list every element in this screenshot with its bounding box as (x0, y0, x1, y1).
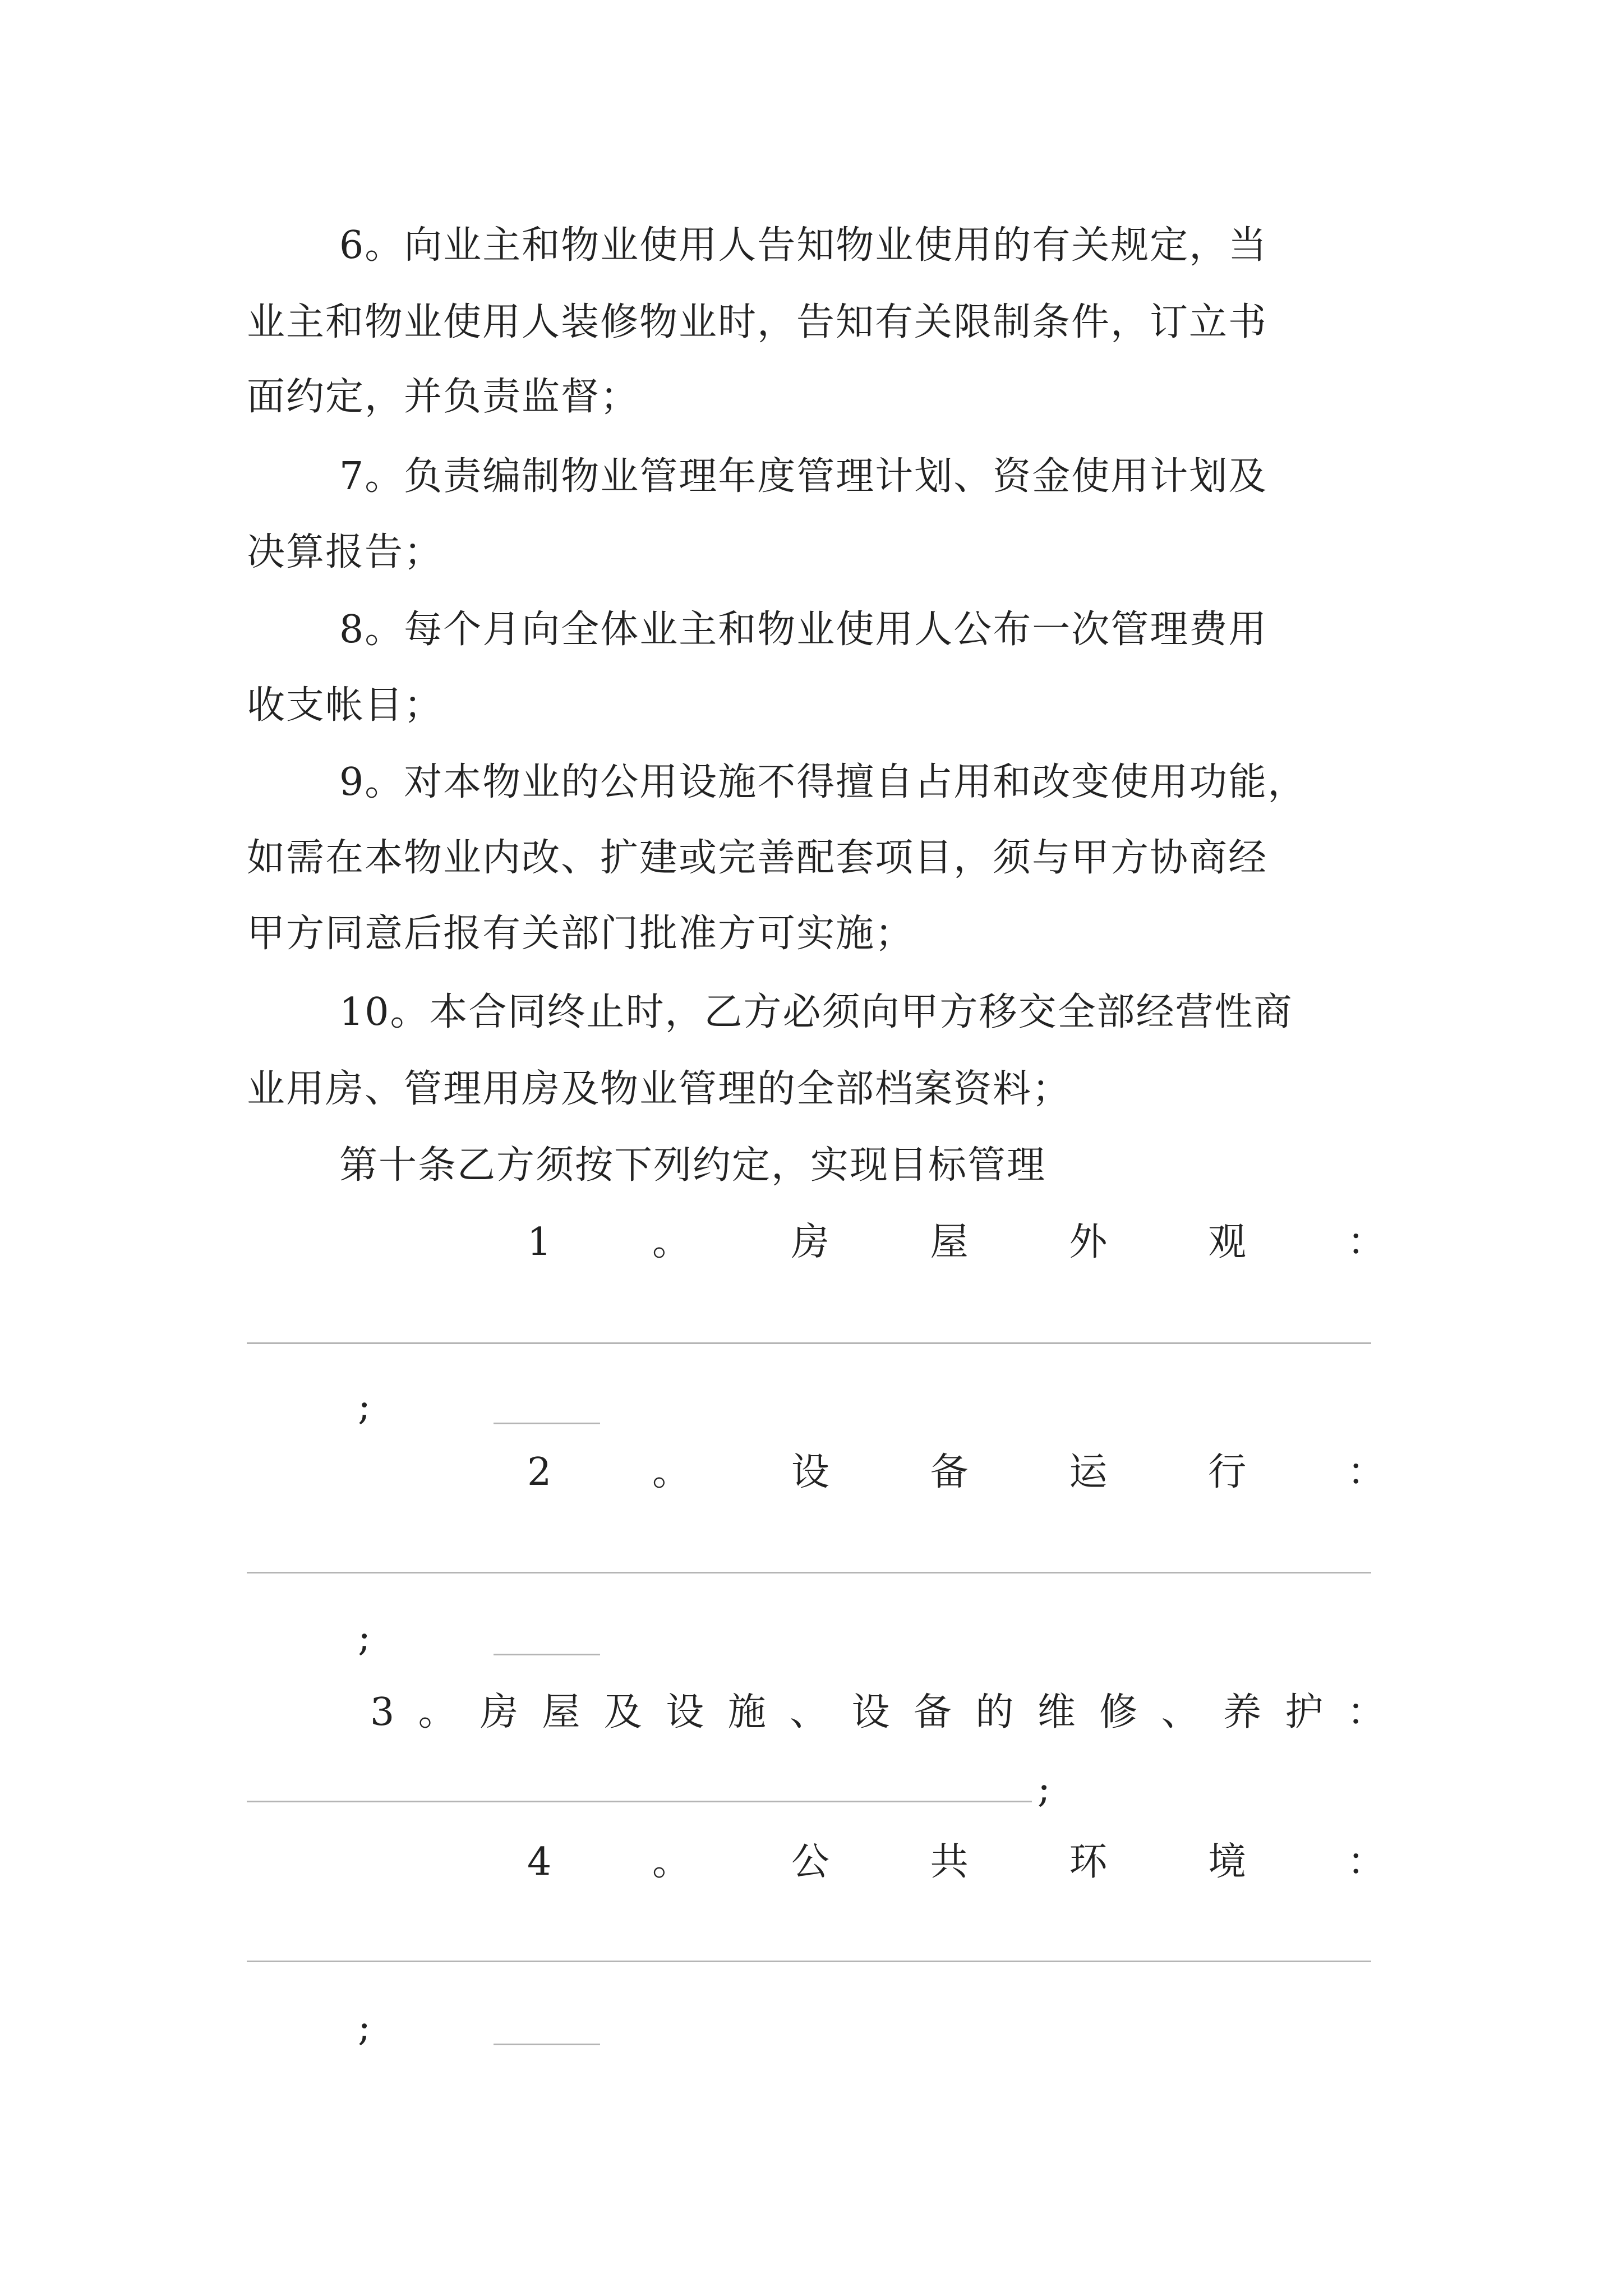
target-2-char: 。 (652, 1450, 691, 1494)
target-4-label (527, 1829, 1385, 1896)
item-10-line-1: 10。本合同终止时，乙方必须向甲方移交全部经营性商 (339, 990, 1293, 1034)
target-3-char: 备 (913, 1690, 952, 1734)
item-7-line-1: 7。负责编制物业管理年度管理计划、资金使用计划及 (339, 454, 1268, 499)
target-2-tail (247, 1604, 471, 1672)
target-2-char: 备 (930, 1450, 969, 1494)
item-9-line-3: 甲方同意后报有关部门批准方可实施； (247, 912, 915, 956)
target-2-char: 行 (1208, 1450, 1247, 1494)
target-1-char: 外 (1069, 1220, 1108, 1264)
item-6-line-3: 面约定，并负责监督； (247, 375, 640, 419)
item-7-line-2: 决算报告； (247, 530, 444, 574)
target-2-char: 运 (1069, 1450, 1108, 1494)
target-1-short-blank (494, 1423, 600, 1424)
target-1-semicolon: ; (358, 1384, 371, 1429)
target-1-char: 房 (791, 1220, 829, 1264)
target-1-char: 1 (527, 1220, 552, 1264)
target-2-char: 设 (791, 1450, 829, 1494)
target-1-char: 观 (1208, 1220, 1247, 1264)
target-3-char: 的 (975, 1690, 1014, 1734)
target-2-blank-line (247, 1572, 1371, 1573)
target-2-label (527, 1439, 1385, 1506)
target-3-char: 、 (1161, 1690, 1200, 1734)
target-4-char: 。 (652, 1840, 691, 1884)
target-2-semicolon: ; (358, 1616, 371, 1660)
target-4-char: 境 (1208, 1840, 1247, 1884)
target-1-blank-line (247, 1342, 1371, 1344)
target-3-blank-line (247, 1801, 1032, 1802)
target-3-char: 施 (727, 1690, 766, 1734)
target-2-char: 2 (527, 1450, 552, 1494)
target-2-char: ： (1347, 1450, 1385, 1494)
item-6-line-1: 6。向业主和物业使用人告知物业使用的有关规定，当 (339, 223, 1268, 268)
target-3-char: 设 (666, 1690, 704, 1734)
target-1-label (527, 1209, 1385, 1276)
target-3-char: 、 (790, 1690, 828, 1734)
article-heading: 第十条乙方须按下列约定，实现目标管理 (339, 1143, 1046, 1188)
target-4-tail (247, 1994, 471, 2062)
item-9-line-2: 如需在本物业内改、扩建或完善配套项目，须与甲方协商经 (247, 836, 1268, 880)
target-3-char: 设 (851, 1690, 890, 1734)
target-3-char: 护 (1285, 1690, 1324, 1734)
target-3-char: 维 (1037, 1690, 1076, 1734)
item-8-line-2: 收支帐目； (247, 683, 444, 728)
target-4-semicolon: ; (358, 2005, 371, 2050)
item-10-line-2: 业用房、管理用房及物业管理的全部档案资料； (247, 1067, 1072, 1111)
target-4-char: ： (1347, 1840, 1385, 1884)
target-3-char: 养 (1223, 1690, 1261, 1734)
target-4-char: 公 (791, 1840, 829, 1884)
target-1-char: 。 (652, 1220, 691, 1264)
target-4-blank-line (247, 1961, 1371, 1962)
target-4-char: 共 (930, 1840, 969, 1884)
target-3-char: 房 (480, 1690, 519, 1734)
target-1-char: ： (1347, 1220, 1385, 1264)
target-3-char: 屋 (542, 1690, 580, 1734)
item-8-line-1: 8。每个月向全体业主和物业使用人公布一次管理费用 (339, 608, 1268, 652)
target-3-semicolon: ; (1038, 1767, 1050, 1811)
target-2-short-blank (494, 1654, 600, 1655)
target-4-short-blank (494, 2044, 600, 2045)
target-3-char: 修 (1099, 1690, 1138, 1734)
target-3-char: 3 (370, 1690, 395, 1734)
target-3-char: 。 (418, 1690, 457, 1734)
target-4-char: 环 (1069, 1840, 1108, 1884)
target-3-label (370, 1679, 1385, 1746)
target-1-tail (247, 1373, 471, 1441)
item-9-line-1: 9。对本物业的公用设施不得擅自占用和改变使用功能， (339, 760, 1307, 804)
target-3-char: 及 (603, 1690, 642, 1734)
target-4-char: 4 (527, 1840, 552, 1884)
target-1-char: 屋 (930, 1220, 969, 1264)
item-6-line-2: 业主和物业使用人装修物业时，告知有关限制条件，订立书 (247, 300, 1268, 344)
target-3-char: ： (1347, 1690, 1385, 1734)
